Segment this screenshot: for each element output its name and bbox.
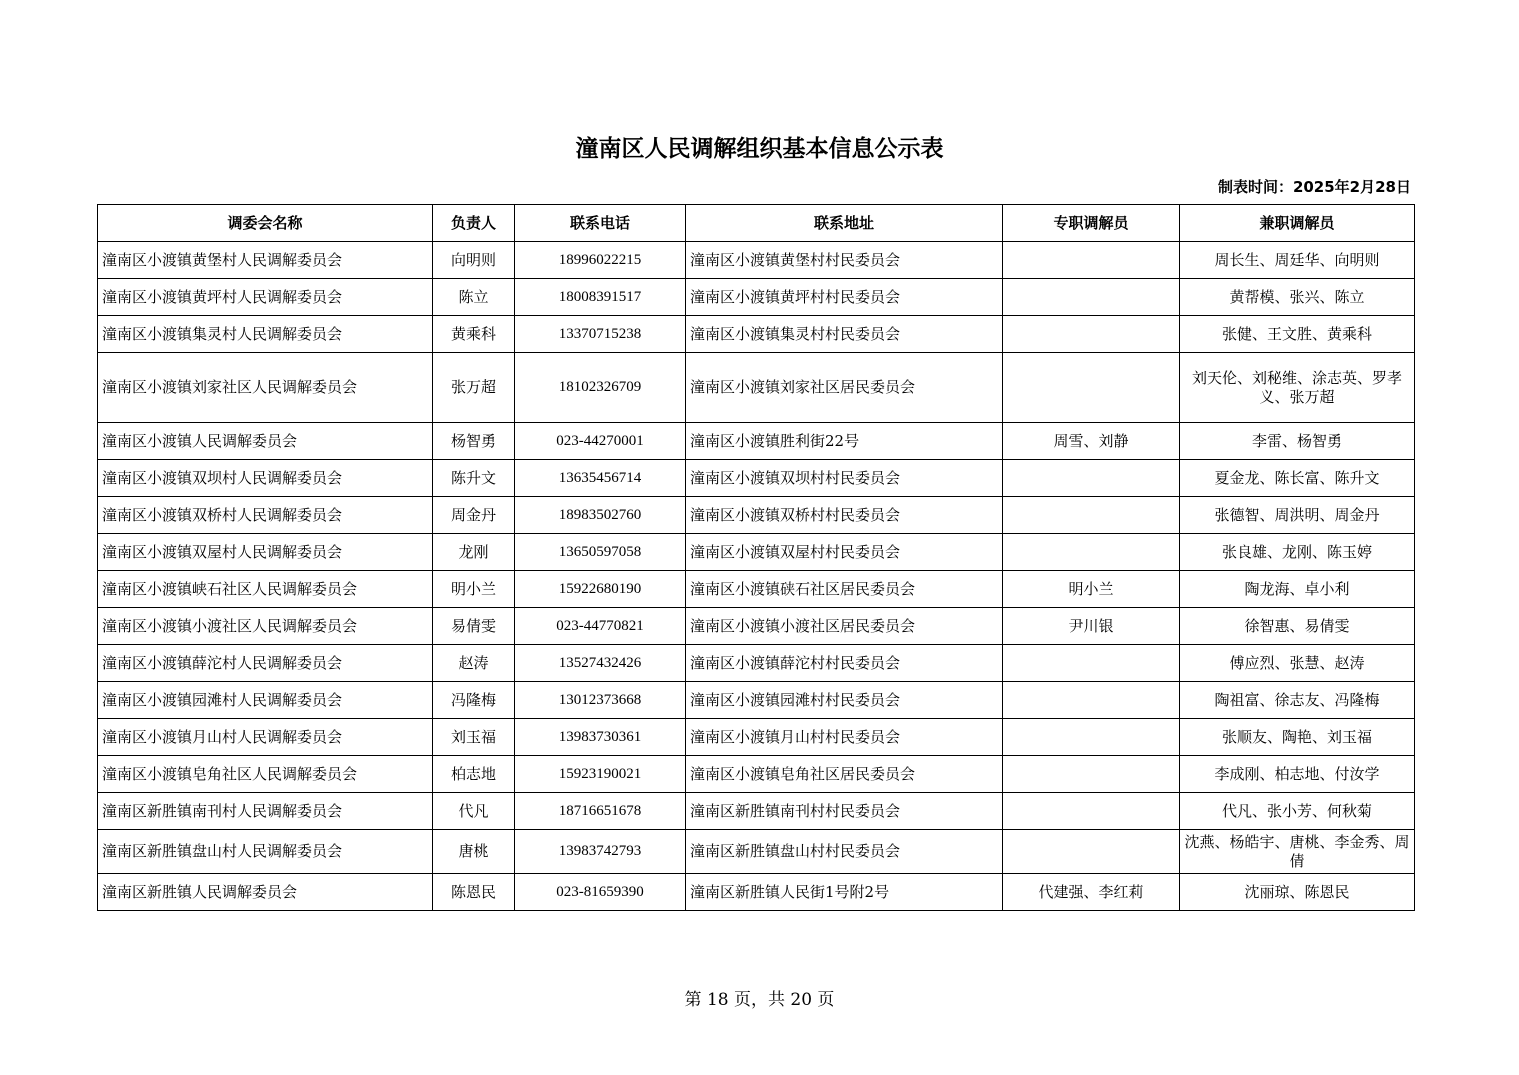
cell-address: 潼南区小渡镇皂角社区居民委员会 bbox=[686, 756, 1003, 793]
cell-address: 潼南区小渡镇黄坪村村民委员会 bbox=[686, 279, 1003, 316]
cell-committee-name: 潼南区小渡镇黄坪村人民调解委员会 bbox=[98, 279, 433, 316]
cell-full-time-mediators bbox=[1003, 497, 1180, 534]
cell-full-time-mediators: 明小兰 bbox=[1003, 571, 1180, 608]
cell-full-time-mediators bbox=[1003, 645, 1180, 682]
cell-person-in-charge: 代凡 bbox=[433, 793, 515, 830]
cell-person-in-charge: 杨智勇 bbox=[433, 423, 515, 460]
cell-part-time-mediators: 刘天伦、刘秘维、涂志英、罗孝义、张万超 bbox=[1180, 353, 1415, 423]
cell-committee-name: 潼南区小渡镇刘家社区人民调解委员会 bbox=[98, 353, 433, 423]
cell-person-in-charge: 刘玉福 bbox=[433, 719, 515, 756]
column-header-head: 负责人 bbox=[433, 205, 515, 242]
cell-part-time-mediators: 陶龙海、卓小利 bbox=[1180, 571, 1415, 608]
column-header-part-time: 兼职调解员 bbox=[1180, 205, 1415, 242]
cell-part-time-mediators: 陶祖富、徐志友、冯隆梅 bbox=[1180, 682, 1415, 719]
cell-committee-name: 潼南区小渡镇峡石社区人民调解委员会 bbox=[98, 571, 433, 608]
cell-phone: 18102326709 bbox=[515, 353, 686, 423]
cell-address: 潼南区新胜镇南刊村村民委员会 bbox=[686, 793, 1003, 830]
cell-phone: 13527432426 bbox=[515, 645, 686, 682]
table-row bbox=[98, 353, 1415, 423]
cell-phone: 13983730361 bbox=[515, 719, 686, 756]
cell-person-in-charge: 黄乘科 bbox=[433, 316, 515, 353]
column-header-phone: 联系电话 bbox=[515, 205, 686, 242]
cell-committee-name: 潼南区小渡镇双屋村人民调解委员会 bbox=[98, 534, 433, 571]
cell-address: 潼南区小渡镇刘家社区居民委员会 bbox=[686, 353, 1003, 423]
cell-full-time-mediators bbox=[1003, 316, 1180, 353]
cell-full-time-mediators: 周雪、刘静 bbox=[1003, 423, 1180, 460]
table-row bbox=[98, 830, 1415, 874]
cell-part-time-mediators: 夏金龙、陈长富、陈升文 bbox=[1180, 460, 1415, 497]
cell-address: 潼南区小渡镇黄堡村村民委员会 bbox=[686, 242, 1003, 279]
cell-phone: 023-81659390 bbox=[515, 874, 686, 911]
cell-phone: 18008391517 bbox=[515, 279, 686, 316]
cell-full-time-mediators bbox=[1003, 719, 1180, 756]
cell-committee-name: 潼南区小渡镇薛沱村人民调解委员会 bbox=[98, 645, 433, 682]
cell-address: 潼南区小渡镇月山村村民委员会 bbox=[686, 719, 1003, 756]
cell-person-in-charge: 陈立 bbox=[433, 279, 515, 316]
cell-part-time-mediators: 沈丽琼、陈恩民 bbox=[1180, 874, 1415, 911]
cell-full-time-mediators bbox=[1003, 242, 1180, 279]
table-row bbox=[98, 497, 1415, 534]
cell-address: 潼南区小渡镇硖石社区居民委员会 bbox=[686, 571, 1003, 608]
cell-person-in-charge: 易倩雯 bbox=[433, 608, 515, 645]
cell-phone: 13012373668 bbox=[515, 682, 686, 719]
cell-committee-name: 潼南区新胜镇南刊村人民调解委员会 bbox=[98, 793, 433, 830]
cell-address: 潼南区小渡镇小渡社区居民委员会 bbox=[686, 608, 1003, 645]
cell-person-in-charge: 唐桃 bbox=[433, 830, 515, 874]
cell-part-time-mediators: 沈燕、杨皓宇、唐桃、李金秀、周倩 bbox=[1180, 830, 1415, 874]
cell-committee-name: 潼南区小渡镇月山村人民调解委员会 bbox=[98, 719, 433, 756]
cell-phone: 023-44770821 bbox=[515, 608, 686, 645]
cell-part-time-mediators: 李雷、杨智勇 bbox=[1180, 423, 1415, 460]
column-header-name: 调委会名称 bbox=[98, 205, 433, 242]
cell-address: 潼南区新胜镇人民街1号附2号 bbox=[686, 874, 1003, 911]
cell-address: 潼南区小渡镇薛沱村村民委员会 bbox=[686, 645, 1003, 682]
cell-full-time-mediators bbox=[1003, 534, 1180, 571]
cell-phone: 023-44270001 bbox=[515, 423, 686, 460]
mediation-org-table bbox=[97, 204, 1415, 911]
cell-address: 潼南区小渡镇集灵村村民委员会 bbox=[686, 316, 1003, 353]
cell-phone: 13635456714 bbox=[515, 460, 686, 497]
cell-committee-name: 潼南区小渡镇园滩村人民调解委员会 bbox=[98, 682, 433, 719]
table-row bbox=[98, 460, 1415, 497]
cell-full-time-mediators bbox=[1003, 353, 1180, 423]
cell-part-time-mediators: 黄帮模、张兴、陈立 bbox=[1180, 279, 1415, 316]
cell-person-in-charge: 陈恩民 bbox=[433, 874, 515, 911]
cell-part-time-mediators: 周长生、周廷华、向明则 bbox=[1180, 242, 1415, 279]
cell-full-time-mediators bbox=[1003, 756, 1180, 793]
cell-full-time-mediators bbox=[1003, 460, 1180, 497]
cell-phone: 18716651678 bbox=[515, 793, 686, 830]
cell-address: 潼南区小渡镇园滩村村民委员会 bbox=[686, 682, 1003, 719]
table-row bbox=[98, 242, 1415, 279]
table-row bbox=[98, 874, 1415, 911]
cell-committee-name: 潼南区小渡镇双坝村人民调解委员会 bbox=[98, 460, 433, 497]
table-header-row bbox=[98, 205, 1415, 242]
cell-person-in-charge: 柏志地 bbox=[433, 756, 515, 793]
cell-part-time-mediators: 代凡、张小芳、何秋菊 bbox=[1180, 793, 1415, 830]
cell-committee-name: 潼南区新胜镇盘山村人民调解委员会 bbox=[98, 830, 433, 874]
table-row bbox=[98, 571, 1415, 608]
table-row bbox=[98, 608, 1415, 645]
table-row bbox=[98, 316, 1415, 353]
cell-full-time-mediators: 代建强、李红莉 bbox=[1003, 874, 1180, 911]
cell-person-in-charge: 赵涛 bbox=[433, 645, 515, 682]
cell-person-in-charge: 陈升文 bbox=[433, 460, 515, 497]
cell-phone: 13983742793 bbox=[515, 830, 686, 874]
table-row bbox=[98, 756, 1415, 793]
cell-committee-name: 潼南区小渡镇皂角社区人民调解委员会 bbox=[98, 756, 433, 793]
table-row bbox=[98, 423, 1415, 460]
table-row bbox=[98, 534, 1415, 571]
column-header-full-time: 专职调解员 bbox=[1003, 205, 1180, 242]
cell-address: 潼南区小渡镇双桥村村民委员会 bbox=[686, 497, 1003, 534]
cell-person-in-charge: 龙刚 bbox=[433, 534, 515, 571]
cell-phone: 18996022215 bbox=[515, 242, 686, 279]
cell-part-time-mediators: 张顺友、陶艳、刘玉福 bbox=[1180, 719, 1415, 756]
cell-part-time-mediators: 李成刚、柏志地、付汝学 bbox=[1180, 756, 1415, 793]
page-title: 潼南区人民调解组织基本信息公示表 bbox=[575, 136, 944, 162]
cell-part-time-mediators: 张良雄、龙刚、陈玉婷 bbox=[1180, 534, 1415, 571]
cell-full-time-mediators bbox=[1003, 793, 1180, 830]
cell-address: 潼南区小渡镇双坝村村民委员会 bbox=[686, 460, 1003, 497]
cell-address: 潼南区小渡镇双屋村村民委员会 bbox=[686, 534, 1003, 571]
cell-committee-name: 潼南区小渡镇黄堡村人民调解委员会 bbox=[98, 242, 433, 279]
cell-full-time-mediators bbox=[1003, 682, 1180, 719]
cell-phone: 13370715238 bbox=[515, 316, 686, 353]
cell-person-in-charge: 冯隆梅 bbox=[433, 682, 515, 719]
cell-committee-name: 潼南区小渡镇双桥村人民调解委员会 bbox=[98, 497, 433, 534]
cell-address: 潼南区新胜镇盘山村村民委员会 bbox=[686, 830, 1003, 874]
cell-person-in-charge: 向明则 bbox=[433, 242, 515, 279]
cell-phone: 18983502760 bbox=[515, 497, 686, 534]
table-row bbox=[98, 719, 1415, 756]
cell-full-time-mediators bbox=[1003, 279, 1180, 316]
cell-person-in-charge: 明小兰 bbox=[433, 571, 515, 608]
table-row bbox=[98, 279, 1415, 316]
table-row bbox=[98, 682, 1415, 719]
cell-address: 潼南区小渡镇胜利街22号 bbox=[686, 423, 1003, 460]
cell-committee-name: 潼南区小渡镇人民调解委员会 bbox=[98, 423, 433, 460]
cell-committee-name: 潼南区新胜镇人民调解委员会 bbox=[98, 874, 433, 911]
column-header-address: 联系地址 bbox=[686, 205, 1003, 242]
cell-phone: 15922680190 bbox=[515, 571, 686, 608]
cell-person-in-charge: 张万超 bbox=[433, 353, 515, 423]
cell-committee-name: 潼南区小渡镇小渡社区人民调解委员会 bbox=[98, 608, 433, 645]
cell-person-in-charge: 周金丹 bbox=[433, 497, 515, 534]
made-time-label: 制表时间：2025年2月28日 bbox=[1217, 178, 1411, 196]
cell-phone: 13650597058 bbox=[515, 534, 686, 571]
page-footer: 第 18 页，共 20 页 bbox=[684, 990, 835, 1010]
cell-part-time-mediators: 傅应烈、张慧、赵涛 bbox=[1180, 645, 1415, 682]
cell-phone: 15923190021 bbox=[515, 756, 686, 793]
cell-part-time-mediators: 张德智、周洪明、周金丹 bbox=[1180, 497, 1415, 534]
cell-full-time-mediators: 尹川银 bbox=[1003, 608, 1180, 645]
cell-part-time-mediators: 徐智惠、易倩雯 bbox=[1180, 608, 1415, 645]
cell-committee-name: 潼南区小渡镇集灵村人民调解委员会 bbox=[98, 316, 433, 353]
table-row bbox=[98, 793, 1415, 830]
table-row bbox=[98, 645, 1415, 682]
cell-part-time-mediators: 张健、王文胜、黄乘科 bbox=[1180, 316, 1415, 353]
cell-full-time-mediators bbox=[1003, 830, 1180, 874]
